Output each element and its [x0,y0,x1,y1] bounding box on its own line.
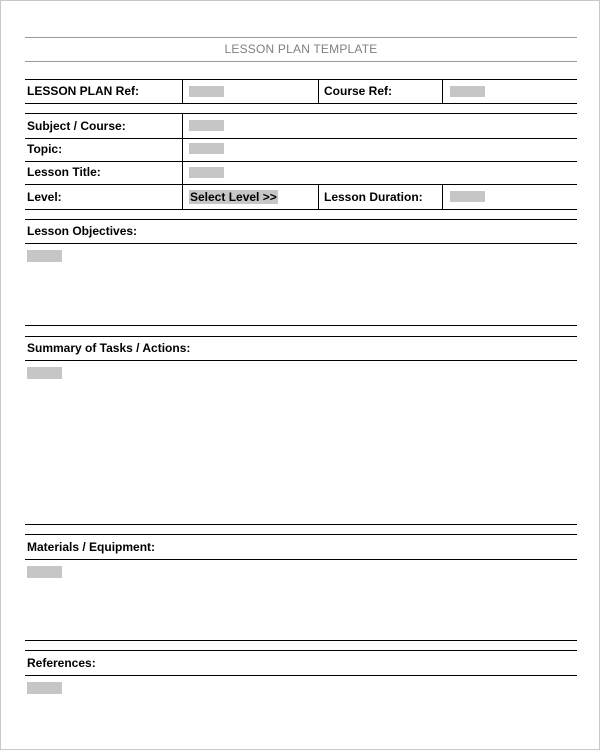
subject-course-field[interactable] [189,120,224,131]
lesson-title-field[interactable] [189,167,224,178]
materials-top-border [25,534,577,535]
references-top-border [25,650,577,651]
topic-label: Topic: [27,142,63,156]
ref-table-divider-1 [182,79,183,103]
subject-course-label: Subject / Course: [27,119,126,133]
topic-field[interactable] [189,143,224,154]
lesson-duration-field[interactable] [450,191,485,202]
level-row-divider-1 [318,184,319,209]
ref-table-top-border [25,79,577,80]
ref-table-divider-2 [318,79,319,103]
details-row-divider-1 [25,138,577,139]
tasks-bottom-border [25,524,577,525]
lesson-title-label: Lesson Title: [27,165,101,179]
summary-of-tasks-field[interactable] [27,367,62,379]
title-bottom-rule [25,61,577,62]
course-ref-label: Course Ref: [324,84,393,98]
references-field[interactable] [27,682,62,694]
materials-bottom-border [25,640,577,641]
document-title: LESSON PLAN TEMPLATE [224,42,378,56]
lesson-objectives-field[interactable] [27,250,62,262]
materials-equipment-label: Materials / Equipment: [27,540,156,554]
lesson-plan-ref-field[interactable] [189,86,224,97]
ref-table-bottom-border [25,103,577,104]
details-table-top-border [25,113,577,114]
materials-equipment-field[interactable] [27,566,62,578]
details-row-divider-2 [25,161,577,162]
objectives-header-border [25,243,577,244]
level-label: Level: [27,190,62,204]
materials-header-border [25,559,577,560]
details-table-bottom-border [25,209,577,210]
title-top-rule [25,37,577,38]
lesson-plan-ref-label: LESSON PLAN Ref: [27,84,140,98]
references-label: References: [27,656,96,670]
ref-table-divider-3 [442,79,443,103]
objectives-top-border [25,219,577,220]
references-header-border [25,675,577,676]
level-select[interactable]: Select Level >> [190,190,277,204]
summary-of-tasks-label: Summary of Tasks / Actions: [27,341,191,355]
tasks-top-border [25,336,577,337]
tasks-header-border [25,360,577,361]
lesson-objectives-label: Lesson Objectives: [27,224,138,238]
objectives-bottom-border [25,325,577,326]
lesson-duration-label: Lesson Duration: [324,190,423,204]
details-table-divider [182,113,183,209]
course-ref-field[interactable] [450,86,485,97]
level-row-divider-2 [442,184,443,209]
details-row-divider-3 [25,184,577,185]
